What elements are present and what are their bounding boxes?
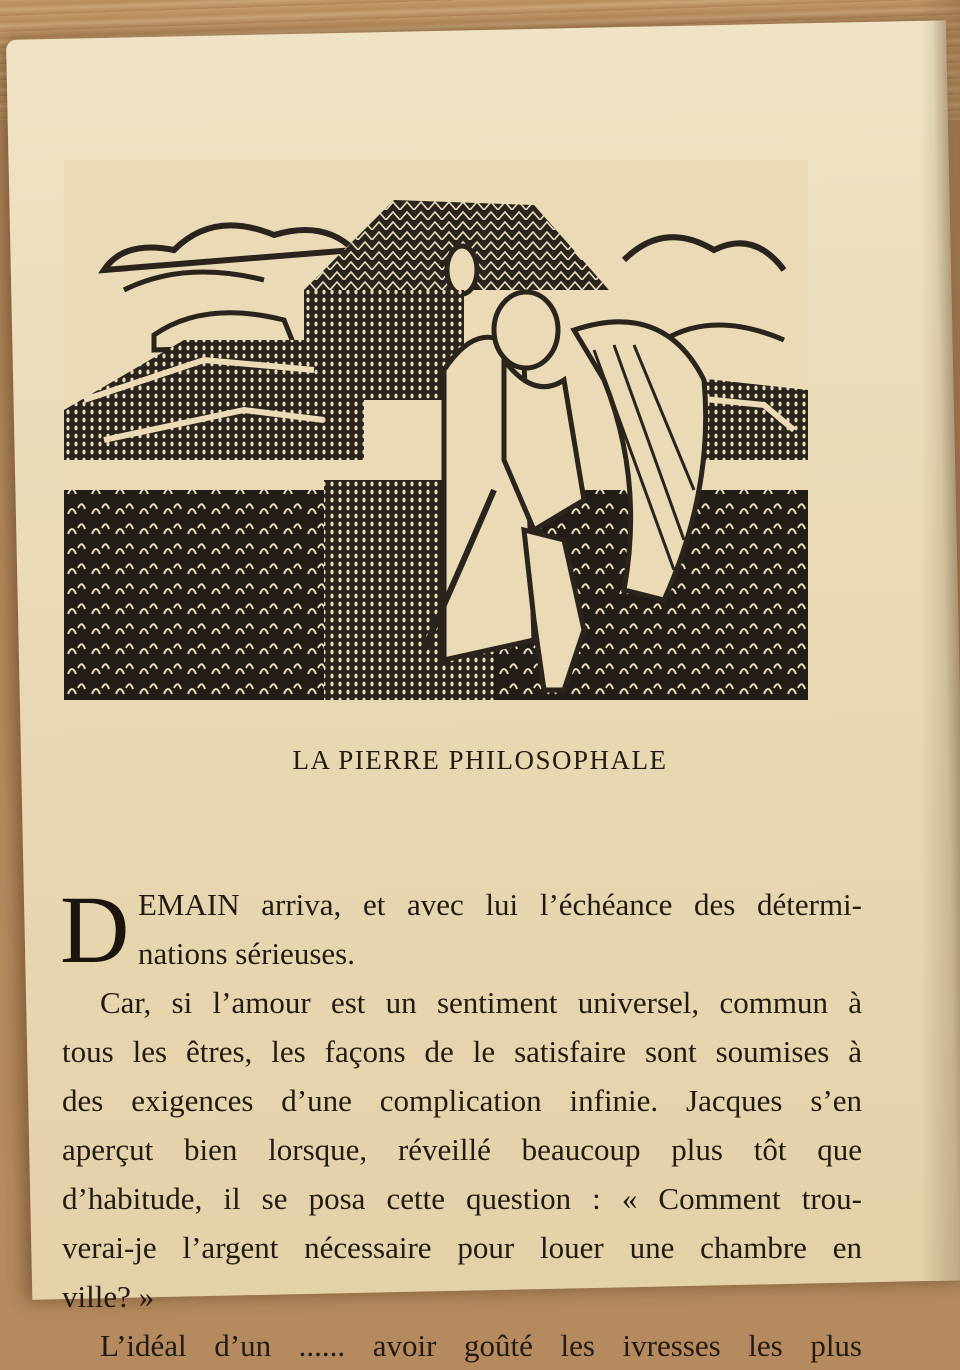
text-line: nations sérieuses.: [138, 936, 355, 971]
text-line: ville? »: [62, 1279, 155, 1314]
text-line: des exigences d’une complication infinie. Jacques s’en: [62, 1083, 862, 1118]
text-line: Car, si l’amour est un sentiment universel, commun à: [100, 985, 862, 1020]
text-line-partial: L’idéal d’un ...... avoir goûté les ivresses les plus: [100, 1328, 862, 1363]
text-line: verai-je l’argent nécessaire pour louer une chambre en: [62, 1230, 862, 1265]
chapter-title: LA PIERRE PHILOSOPHALE: [292, 745, 668, 775]
page-shadow: [920, 0, 960, 1280]
text-line: d’habitude, il se posa cette question : « Comment trou-: [62, 1181, 862, 1216]
text-line: EMAIN arriva, et avec lui l’échéance des détermi-: [138, 887, 862, 922]
body-text: [60, 876, 862, 1370]
text-line: tous les êtres, les façons de le satisfaire sont soumises à: [62, 1034, 862, 1069]
text-line: aperçut bien lorsque, réveillé beaucoup plus tôt que: [62, 1132, 862, 1167]
woodcut-illustration: [64, 160, 808, 700]
drop-cap: D: [60, 876, 130, 983]
